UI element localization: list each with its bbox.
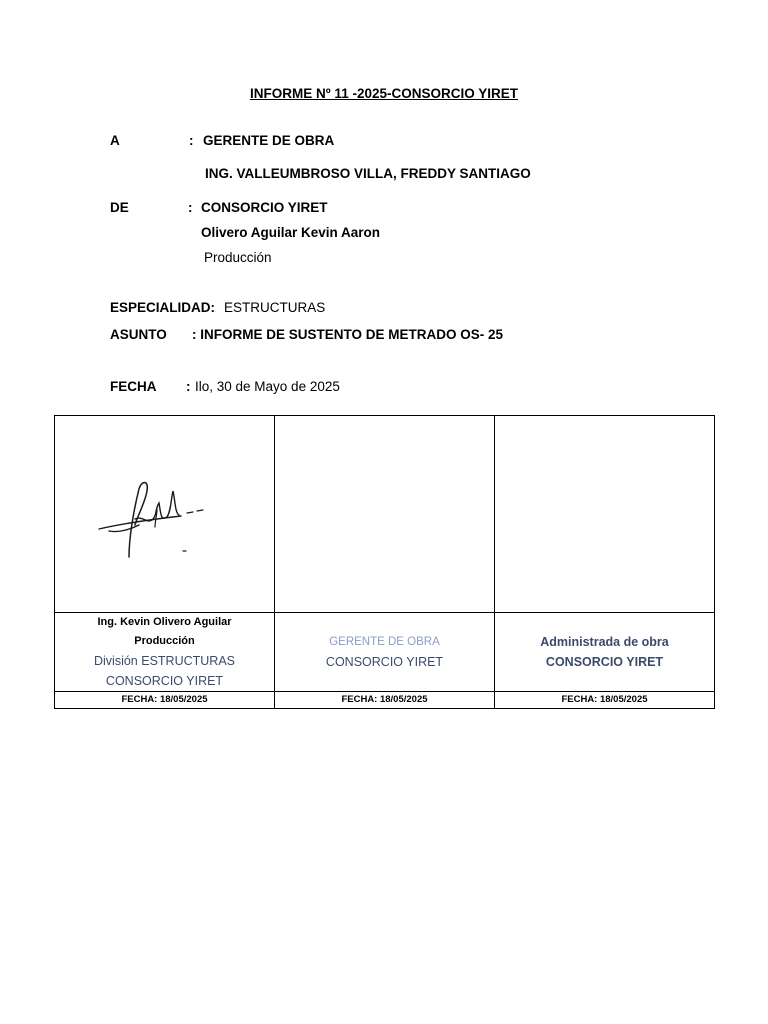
signatory-manager: [275, 612, 495, 691]
signature-date: FECHA: 18/05/2025: [495, 691, 715, 708]
from-separator: :: [188, 200, 193, 215]
from-name: Olivero Aguilar Kevin Aaron: [201, 225, 381, 240]
signatory-role: Administrada de obra: [540, 634, 669, 649]
signature-date: FECHA: 18/05/2025: [275, 691, 495, 708]
signature-cell-production: [55, 416, 275, 613]
signatory-role: GERENTE DE OBRA: [329, 635, 440, 648]
from-label: DE: [110, 200, 129, 215]
from-org: CONSORCIO YIRET: [201, 200, 328, 215]
signatory-division: División ESTRUCTURAS: [94, 653, 235, 668]
signature-row: [55, 416, 715, 613]
subject-label: ASUNTO: [110, 327, 167, 342]
signatory-name: Ing. Kevin Olivero Aguilar: [97, 615, 232, 628]
signatory-company: CONSORCIO YIRET: [325, 654, 444, 669]
signatory-row: [55, 612, 715, 691]
date-label: FECHA: [110, 379, 157, 394]
to-separator: :: [189, 133, 194, 148]
report-title: INFORME Nº 11 -2025-CONSORCIO YIRET: [250, 86, 518, 101]
signature-date: FECHA: 18/05/2025: [55, 691, 275, 708]
specialty-value: ESTRUCTURAS: [224, 300, 326, 315]
signatory-production: [55, 612, 275, 691]
signatory-company: CONSORCIO YIRET: [545, 654, 664, 669]
signature-cell-admin: [495, 416, 715, 613]
from-area: Producción: [204, 250, 272, 265]
to-label: A: [110, 133, 120, 148]
date-separator: :: [186, 379, 191, 394]
date-value: Ilo, 30 de Mayo de 2025: [195, 379, 340, 394]
subject-value: : INFORME DE SUSTENTO DE METRADO OS- 25: [192, 327, 504, 342]
signatory-company: CONSORCIO YIRET: [105, 673, 224, 688]
handwritten-signature: [95, 469, 235, 559]
specialty-label: ESPECIALIDAD:: [110, 300, 216, 315]
signature-table: [54, 415, 715, 709]
signatory-admin: [495, 612, 715, 691]
date-row: [55, 691, 715, 708]
to-role: GERENTE DE OBRA: [203, 133, 335, 148]
to-name: ING. VALLEUMBROSO VILLA, FREDDY SANTIAGO: [205, 166, 531, 181]
signature-cell-manager: [275, 416, 495, 613]
signatory-area: Producción: [134, 634, 195, 647]
